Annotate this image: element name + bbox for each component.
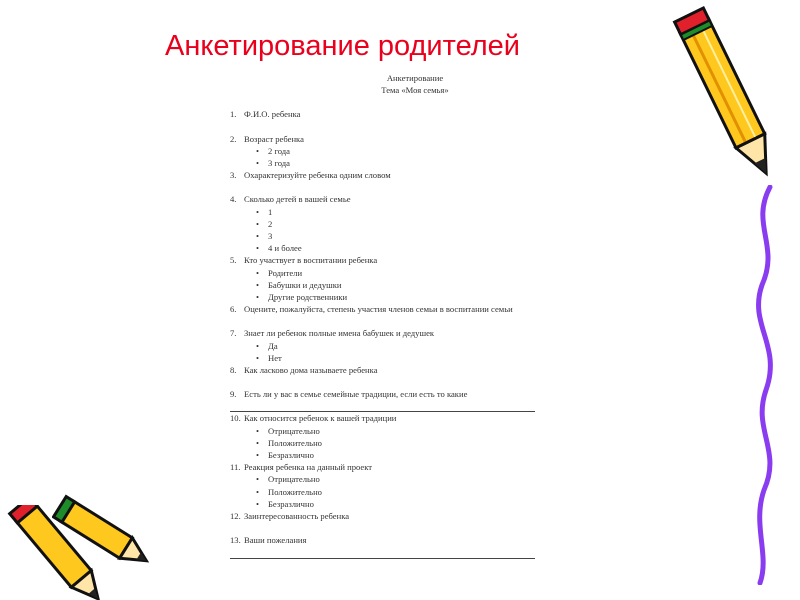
question-7 (230, 327, 560, 339)
question-3 (230, 169, 560, 181)
answer-options (230, 425, 560, 462)
question-text: Оцените, пожалуйста, степень участия членов семьи в воспитании семьи (244, 304, 513, 315)
pencil-icon (0, 505, 120, 600)
answer-line (230, 547, 535, 559)
question-number: 4. (230, 194, 237, 205)
question-text: Охарактеризуйте ребенка одним словом (244, 170, 391, 181)
answer-options (230, 145, 560, 169)
answer-option: • Безразлично (256, 449, 560, 461)
question-4 (230, 193, 560, 205)
question-8 (230, 364, 560, 376)
question-number: 5. (230, 255, 237, 266)
answer-option: • 2 года (256, 145, 560, 157)
answer-option: • 1 (256, 206, 560, 218)
answer-option: • Безразлично (256, 498, 560, 510)
answer-options (230, 206, 560, 255)
question-text: Возраст ребенка (244, 133, 304, 144)
questionnaire-document (230, 72, 560, 559)
answer-option: • 2 (256, 218, 560, 230)
question-number: 9. (230, 389, 237, 400)
question-number: 12. (230, 511, 241, 522)
answer-options (230, 340, 560, 364)
answer-option: • Родители (256, 267, 560, 279)
question-number: 1. (230, 109, 237, 120)
question-number: 11. (230, 462, 241, 473)
answer-option: • Положительно (256, 486, 560, 498)
question-text: Реакция ребенка на данный проект (244, 462, 373, 473)
question-9 (230, 388, 560, 400)
slide-title: Анкетирование родителей (165, 30, 520, 62)
question-5 (230, 254, 560, 266)
question-text: Есть ли у вас в семье семейные традиции, если есть то какие (244, 389, 468, 400)
document-header (270, 72, 560, 96)
question-text: Как относится ребенок к вашей традиции (244, 413, 397, 424)
question-number: 6. (230, 304, 237, 315)
answer-option: • Отрицательно (256, 425, 560, 437)
question-number: 2. (230, 133, 237, 144)
question-number: 3. (230, 170, 237, 181)
question-number: 13. (230, 535, 241, 546)
question-1 (230, 108, 560, 120)
answer-option: • Положительно (256, 437, 560, 449)
question-text: Заинтересованность ребенка (244, 511, 350, 522)
question-number: 8. (230, 365, 237, 376)
question-10 (230, 412, 560, 424)
answer-options (230, 267, 560, 304)
question-6 (230, 303, 560, 315)
question-number: 7. (230, 328, 237, 339)
document-heading: Анкетирование (386, 73, 444, 83)
answer-option: • Отрицательно (256, 473, 560, 485)
pencil-icon (668, 0, 788, 195)
question-13 (230, 534, 560, 546)
squiggle-line (740, 185, 800, 585)
question-text: Кто участвует в воспитании ребенка (244, 255, 378, 266)
question-text: Знает ли ребенок полные имена бабушек и дедушек (244, 328, 435, 339)
answer-option: • 3 (256, 230, 560, 242)
question-2 (230, 133, 560, 145)
question-text: Ф.И.О. ребенка (244, 109, 301, 120)
answer-options (230, 473, 560, 510)
answer-option: • 3 года (256, 157, 560, 169)
document-topic: Тема «Моя семья» (381, 85, 449, 96)
question-text: Как ласково дома называете ребенка (244, 365, 378, 376)
question-11 (230, 461, 560, 473)
question-text: Сколько детей в вашей семье (244, 194, 351, 205)
answer-option: • Другие родственники (256, 291, 560, 303)
answer-option: • Да (256, 340, 560, 352)
answer-option: • 4 и более (256, 242, 560, 254)
answer-option: • Нет (256, 352, 560, 364)
answer-option: • Бабушки и дедушки (256, 279, 560, 291)
question-12 (230, 510, 560, 522)
question-number: 10. (230, 413, 241, 424)
answer-line (230, 400, 535, 412)
question-text: Ваши пожелания (244, 535, 307, 546)
